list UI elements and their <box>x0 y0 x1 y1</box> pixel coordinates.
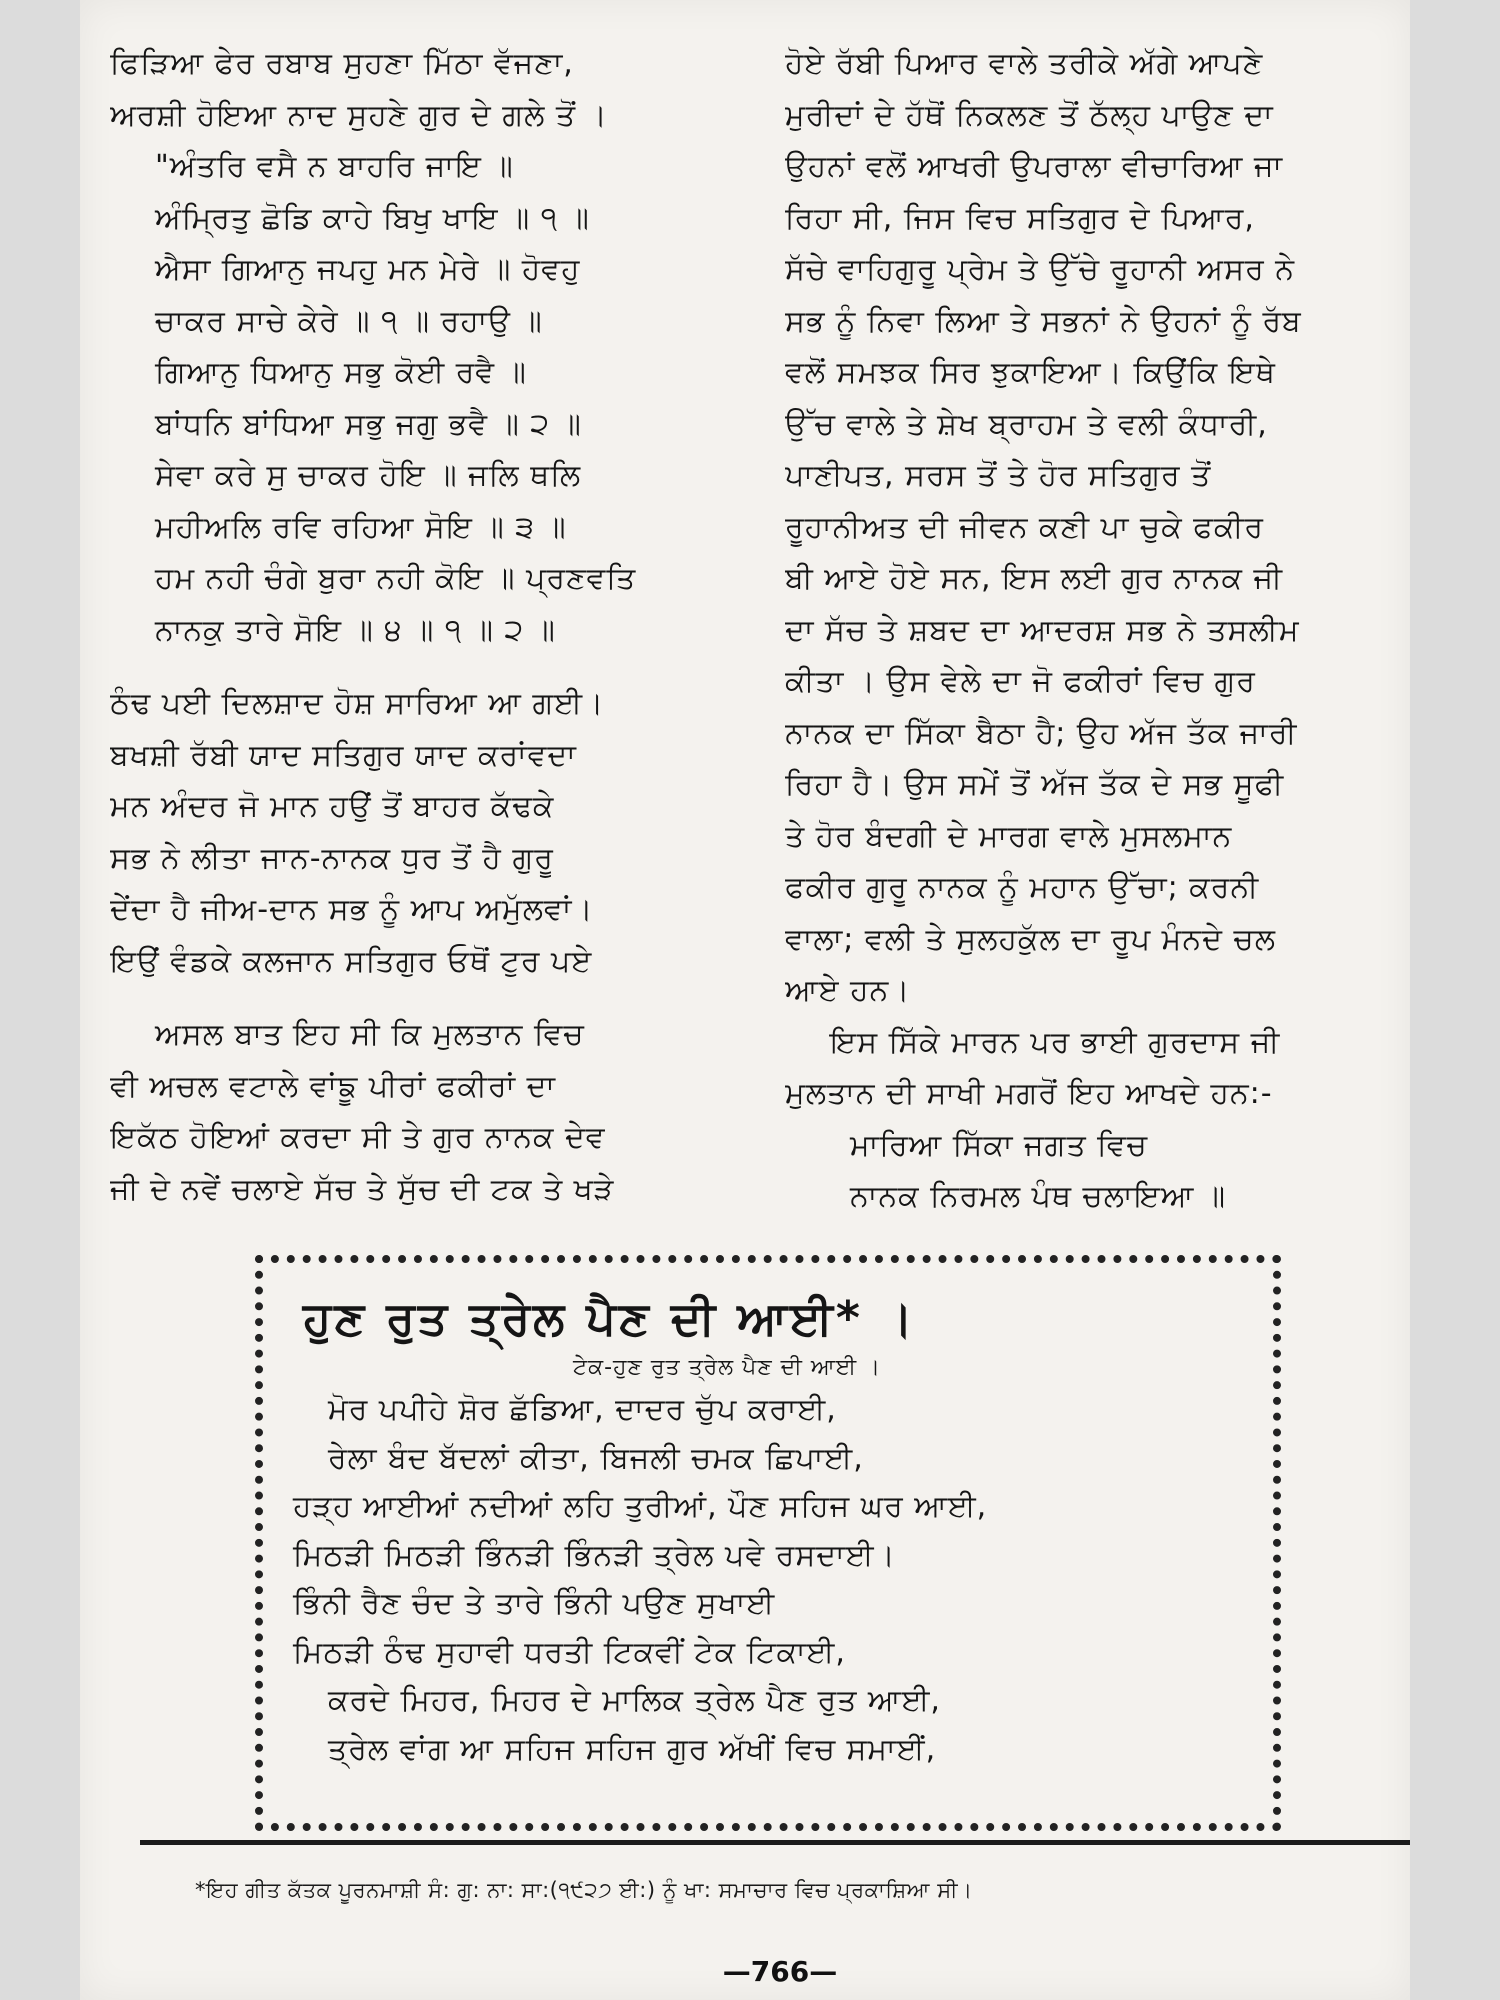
poem-line: ਕਰਦੇ ਮਿਹਰ, ਮਿਹਰ ਦੇ ਮਾਲਿਕ ਤ੍ਰੇਲ ਪੈਣ ਰੁਤ ਆਈ, <box>328 1683 941 1718</box>
shabad-line: ਬਾਂਧਨਿ ਬਾਂਧਿਆ ਸਭੁ ਜਗੁ ਭਵੈ ॥ ੨ ॥ <box>155 406 582 442</box>
text-line: ਠੰਢ ਪਈ ਦਿਲਸ਼ਾਦ ਹੋਸ਼ ਸਾਰਿਆ ਆ ਗਈ। <box>110 686 605 721</box>
text-line: ਫਕੀਰ ਗੁਰੂ ਨਾਨਕ ਨੂੰ ਮਹਾਨ ਉੱਚਾ; ਕਰਨੀ <box>785 870 1260 905</box>
page-number: —766— <box>722 1955 838 1988</box>
poem-title: ਹੁਣ ਰੁਤ ਤ੍ਰੇਲ ਪੈਣ ਦੀ ਆਈ* । <box>303 1291 917 1345</box>
shabad-line: ਐਸਾ ਗਿਆਨੁ ਜਪਹੁ ਮਨ ਮੇਰੇ ॥ ਹੋਵਹੁ <box>155 252 581 287</box>
text-line: ਫਿੜਿਆ ਫੇਰ ਰਬਾਬ ਸੁਹਣਾ ਮਿੱਠਾ ਵੱਜਣਾ, <box>110 46 574 81</box>
right-column <box>785 38 1405 1223</box>
poem-box <box>255 1255 1281 1831</box>
text-line: ਅਸਲ ਬਾਤ ਇਹ ਸੀ ਕਿ ਮੁਲਤਾਨ ਵਿਚ <box>155 1017 585 1052</box>
text-line: ਮੁਲਤਾਨ ਦੀ ਸਾਖੀ ਮਗਰੋਂ ਇਹ ਆਖਦੇ ਹਨ:- <box>785 1076 1273 1111</box>
shabad-line: ਅੰਮ੍ਰਿਤੁ ਛੋਡਿ ਕਾਹੇ ਬਿਖੁ ਖਾਇ ॥ ੧ ॥ <box>155 200 590 236</box>
shabad-line: ਸੇਵਾ ਕਰੇ ਸੁ ਚਾਕਰ ਹੋਇ ॥ ਜਲਿ ਥਲਿ <box>155 458 582 493</box>
text-line: ਤੇ ਹੋਰ ਬੰਦਗੀ ਦੇ ਮਾਰਗ ਵਾਲੇ ਮੁਸਲਮਾਨ <box>785 818 1233 854</box>
poem-line: ਭਿੰਨੀ ਰੈਣ ਚੰਦ ਤੇ ਤਾਰੇ ਭਿੰਨੀ ਪਉਣ ਸੁਖਾਈ <box>293 1586 776 1621</box>
text-line: ਰਿਹਾ ਹੈ। ਉਸ ਸਮੇਂ ਤੋਂ ਅੱਜ ਤੱਕ ਦੇ ਸਭ ਸੂਫੀ <box>785 767 1285 802</box>
text-line: ਇਕੱਠ ਹੋਇਆਂ ਕਰਦਾ ਸੀ ਤੇ ਗੁਰ ਨਾਨਕ ਦੇਵ <box>110 1120 606 1155</box>
document-page <box>80 0 1410 2000</box>
poem-line: ਮੋਰ ਪਪੀਹੇ ਸ਼ੋਰ ਛੱਡਿਆ, ਦਾਦਰ ਚੁੱਪ ਕਰਾਈ, <box>328 1392 837 1427</box>
left-column <box>110 38 720 1215</box>
poem-refrain: ਟੇਕ-ਹੁਣ ਰੁਤ ਤ੍ਰੇਲ ਪੈਣ ਦੀ ਆਈ । <box>573 1355 882 1380</box>
text-line: ਜੀ ਦੇ ਨਵੇਂ ਚਲਾਏ ਸੱਚ ਤੇ ਸੁੱਚ ਦੀ ਟਕ ਤੇ ਖੜੇ <box>110 1171 615 1207</box>
text-line: ਨਾਨਕ ਦਾ ਸਿੱਕਾ ਬੈਠਾ ਹੈ; ਉਹ ਅੱਜ ਤੱਕ ਜਾਰੀ <box>785 715 1298 751</box>
text-line: ਦੇਂਦਾ ਹੈ ਜੀਅ-ਦਾਨ ਸਭ ਨੂੰ ਆਪ ਅਮੁੱਲਵਾਂ। <box>110 892 594 927</box>
quote-line: ਮਾਰਿਆ ਸਿੱਕਾ ਜਗਤ ਵਿਚ <box>850 1127 1148 1163</box>
text-line: ਰੂਹਾਨੀਅਤ ਦੀ ਜੀਵਨ ਕਣੀ ਪਾ ਚੁਕੇ ਫਕੀਰ <box>785 509 1264 545</box>
text-line: ਵੀ ਅਚਲ ਵਟਾਲੇ ਵਾਂਙੂ ਪੀਰਾਂ ਫਕੀਰਾਂ ਦਾ <box>110 1068 557 1104</box>
text-line: ਸਭ ਨੇ ਲੀਤਾ ਜਾਨ-ਨਾਨਕ ਧੁਰ ਤੋਂ ਹੈ ਗੁਰੂ <box>110 840 554 876</box>
poem-line: ਮਿਠੜੀ ਮਿਠੜੀ ਭਿੰਨੜੀ ਭਿੰਨੜੀ ਤ੍ਰੇਲ ਪਵੇ ਰਸਦਾਈ। <box>293 1537 896 1573</box>
text-line: ਆਏ ਹਨ। <box>785 973 911 1008</box>
text-line: ਹੋਏ ਰੱਬੀ ਪਿਆਰ ਵਾਲੇ ਤਰੀਕੇ ਅੱਗੇ ਆਪਣੇ <box>785 46 1264 81</box>
text-line: ਸੱਚੇ ਵਾਹਿਗੁਰੂ ਪ੍ਰੇਮ ਤੇ ਉੱਚੇ ਰੂਹਾਨੀ ਅਸਰ ਨੇ <box>785 252 1295 287</box>
text-line: ਬਖਸ਼ੀ ਰੱਬੀ ਯਾਦ ਸਤਿਗੁਰ ਯਾਦ ਕਰਾਂਵਦਾ <box>110 737 577 773</box>
footnote-divider <box>140 1840 1410 1845</box>
text-line: ਮਨ ਅੰਦਰ ਜੋ ਮਾਨ ਹਉਂ ਤੋਂ ਬਾਹਰ ਕੱਢਕੇ <box>110 789 555 824</box>
poem-line: ਰੇਲਾ ਬੰਦ ਬੱਦਲਾਂ ਕੀਤਾ, ਬਿਜਲੀ ਚਮਕ ਛਿਪਾਈ, <box>328 1440 864 1476</box>
shabad-line: ਹਮ ਨਹੀ ਚੰਗੇ ਬੁਰਾ ਨਹੀ ਕੋਇ ॥ ਪ੍ਰਣਵਤਿ <box>155 561 637 596</box>
text-line: ਰਿਹਾ ਸੀ, ਜਿਸ ਵਿਚ ਸਤਿਗੁਰ ਦੇ ਪਿਆਰ, <box>785 200 1255 236</box>
text-line: ਉਹਨਾਂ ਵਲੋਂ ਆਖਰੀ ਉਪਰਾਲਾ ਵੀਚਾਰਿਆ ਜਾ <box>785 149 1284 184</box>
text-line: ਸਭ ਨੂੰ ਨਿਵਾ ਲਿਆ ਤੇ ਸਭਨਾਂ ਨੇ ਉਹਨਾਂ ਨੂੰ ਰੱਬ <box>785 303 1302 339</box>
quote-line: ਨਾਨਕ ਨਿਰਮਲ ਪੰਥ ਚਲਾਇਆ ॥ <box>850 1179 1227 1214</box>
text-line: ਬੀ ਆਏ ਹੋਏ ਸਨ, ਇਸ ਲਈ ਗੁਰ ਨਾਨਕ ਜੀ <box>785 561 1284 596</box>
footnote: *ਇਹ ਗੀਤ ਕੱਤਕ ਪੂਰਨਮਾਸ਼ੀ ਸੰ: ਗੁ: ਨਾ: ਸਾ:(੧੯੨੭ ਈ:) ਨੂੰ ਖਾ: ਸਮਾਚਾਰ ਵਿਚ ਪ੍ਰਕਾਸ਼ਿਆ ਸੀ। <box>195 1878 973 1902</box>
text-line: ਦਾ ਸੱਚ ਤੇ ਸ਼ਬਦ ਦਾ ਆਦਰਸ਼ ਸਭ ਨੇ ਤਸਲੀਮ <box>785 612 1300 648</box>
text-line: ਇਸ ਸਿੱਕੇ ਮਾਰਨ ਪਰ ਭਾਈ ਗੁਰਦਾਸ ਜੀ <box>830 1024 1281 1060</box>
shabad-line: ਗਿਆਨੁ ਧਿਆਨੁ ਸਭੁ ਕੋਈ ਰਵੈ ॥ <box>155 355 527 390</box>
shabad-line: ਚਾਕਰ ਸਾਚੇ ਕੇਰੇ ॥ ੧ ॥ ਰਹਾਉ ॥ <box>155 303 543 339</box>
shabad-line: "ਅੰਤਰਿ ਵਸੈ ਨ ਬਾਹਰਿ ਜਾਇ ॥ <box>155 149 514 184</box>
text-line: ਮੁਰੀਦਾਂ ਦੇ ਹੱਥੋਂ ਨਿਕਲਣ ਤੋਂ ਠੱਲ੍ਹ ਪਾਉਣ ਦਾ <box>785 97 1274 133</box>
text-line: ਉੱਚ ਵਾਲੇ ਤੇ ਸ਼ੇਖ ਬ੍ਰਾਹਮ ਤੇ ਵਲੀ ਕੰਧਾਰੀ, <box>785 406 1268 442</box>
shabad-line: ਨਾਨਕੁ ਤਾਰੇ ਸੋਇ ॥ ੪ ॥ ੧ ॥ ੨ ॥ <box>155 612 556 648</box>
text-line: ਅਰਸ਼ੀ ਹੋਇਆ ਨਾਦ ਸੁਹਣੇ ਗੁਰ ਦੇ ਗਲੇ ਤੋਂ । <box>110 97 608 133</box>
poem-line: ਹੜ੍ਹ ਆਈਆਂ ਨਦੀਆਂ ਲਹਿ ਤੁਰੀਆਂ, ਪੌਣ ਸਹਿਜ ਘਰ ਆਈ, <box>293 1489 988 1524</box>
shabad-line: ਮਹੀਅਲਿ ਰਵਿ ਰਹਿਆ ਸੋਇ ॥ ੩ ॥ <box>155 509 567 545</box>
text-line: ਕੀਤਾ । ਉਸ ਵੇਲੇ ਦਾ ਜੋ ਫਕੀਰਾਂ ਵਿਚ ਗੁਰ <box>785 664 1256 699</box>
text-line: ਇਉਂ ਵੰਡਕੇ ਕਲਜਾਨ ਸਤਿਗੁਰ ਓਥੋਂ ਟੁਰ ਪਏ <box>110 943 593 979</box>
text-line: ਪਾਣੀਪਤ, ਸਰਸ ਤੋਂ ਤੇ ਹੋਰ ਸਤਿਗੁਰ ਤੋਂ <box>785 458 1212 493</box>
poem-line: ਤ੍ਰੇਲ ਵਾਂਗ ਆ ਸਹਿਜ ਸਹਿਜ ਗੁਰ ਅੱਖੀਂ ਵਿਚ ਸਮਾਈਂ, <box>328 1731 937 1767</box>
poem-line: ਮਿਠੜੀ ਠੰਢ ਸੁਹਾਵੀ ਧਰਤੀ ਟਿਕਵੀਂ ਟੇਕ ਟਿਕਾਈ, <box>293 1634 846 1670</box>
text-line: ਵਲੋਂ ਸਮਝਕ ਸਿਰ ਝੁਕਾਇਆ। ਕਿਉਂਕਿ ਇਥੇ <box>785 355 1276 390</box>
text-line: ਵਾਲਾ; ਵਲੀ ਤੇ ਸੁਲਹਕੁੱਲ ਦਾ ਰੂਪ ਮੰਨਦੇ ਚਲ <box>785 921 1277 957</box>
